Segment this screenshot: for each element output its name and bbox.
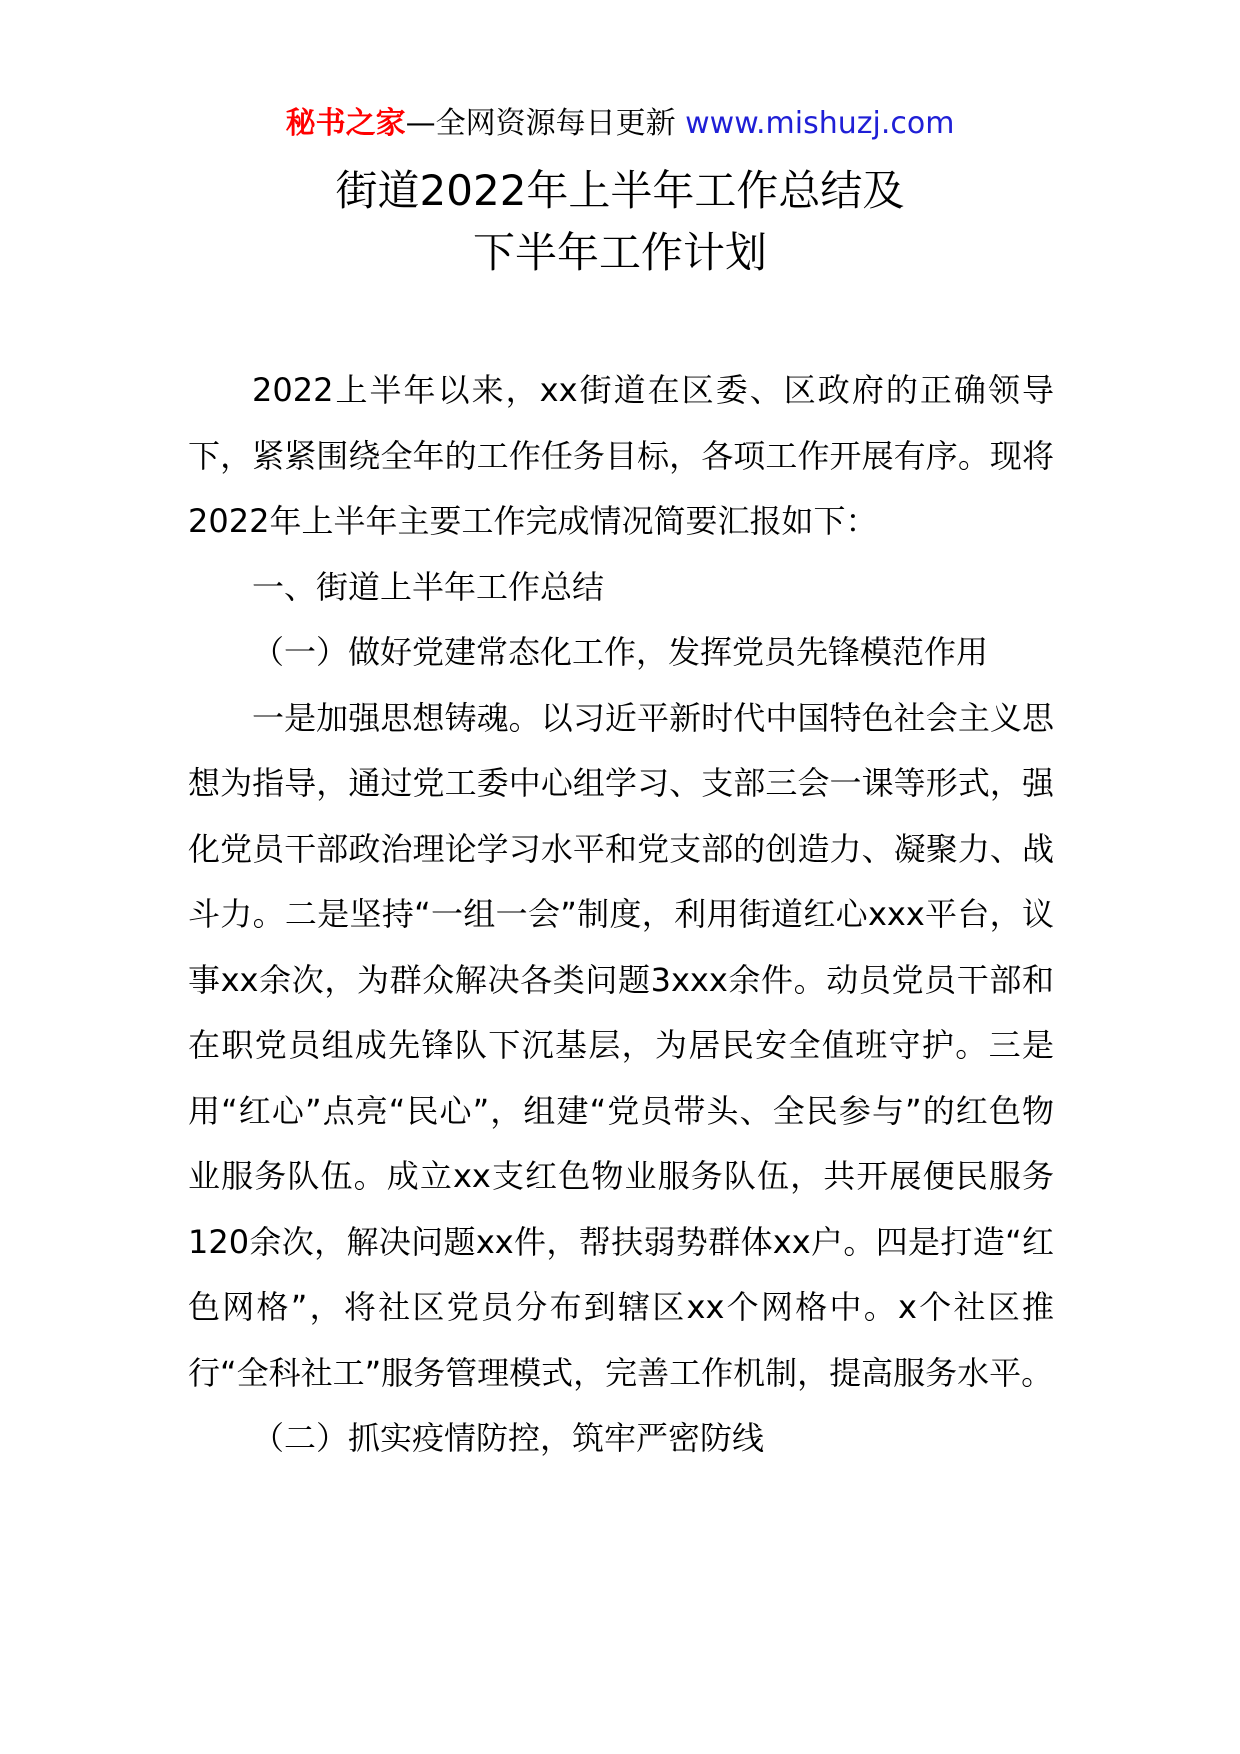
site-header bbox=[0, 102, 1240, 146]
body-paragraph: 一是加强思想铸魂。以习近平新时代中国特色社会主义思想为指导，通过党工委中心组学习、支部三会一课等形式，强化党员干部政治理论学习水平和党支部的创造力、凝聚力、战斗力。二是坚持“一组一会”制度，利用街道红心xxx平台，议事xx余次，为群众解决各类问题3xxx余件。动员党员干部和在职党员组成先锋队下沉基层，为居民安全值班守护。三是用“红心”点亮“民心”，组建“党员带头、全民参与”的红色物业服务队伍。成立xx支红色物业服务队伍，共开展便民服务120余次，解决问题xx件，帮扶弱势群体xx户。四是打造“红色网格”，将社区党员分布到辖区xx个网格中。x个社区推行“全科社工”服务管理模式，完善工作机制，提高服务水平。 bbox=[188, 698, 1054, 1392]
site-url-link[interactable]: www.mishuzj.com bbox=[685, 106, 955, 141]
brand-name: 秘书之家 bbox=[285, 106, 406, 141]
subsection-heading-2: （二）抓实疫情防控，筑牢严密防线 bbox=[252, 1419, 765, 1457]
intro-paragraph: 2022上半年以来，xx街道在区委、区政府的正确领导下，紧紧围绕全年的工作任务目标，各项工作开展有序。现将2022年上半年主要工作完成情况简要汇报如下： bbox=[188, 371, 1054, 540]
title-line-2: 下半年工作计划 bbox=[472, 228, 767, 277]
document-title bbox=[0, 160, 1240, 284]
document-body bbox=[188, 358, 1054, 1472]
header-tagline: —全网资源每日更新 bbox=[405, 106, 676, 141]
section-heading-1: 一、街道上半年工作总结 bbox=[252, 567, 605, 606]
title-line-1: 街道2022年上半年工作总结及 bbox=[335, 166, 905, 215]
subsection-heading-1: （一）做好党建常态化工作，发挥党员先锋模范作用 bbox=[252, 633, 989, 671]
